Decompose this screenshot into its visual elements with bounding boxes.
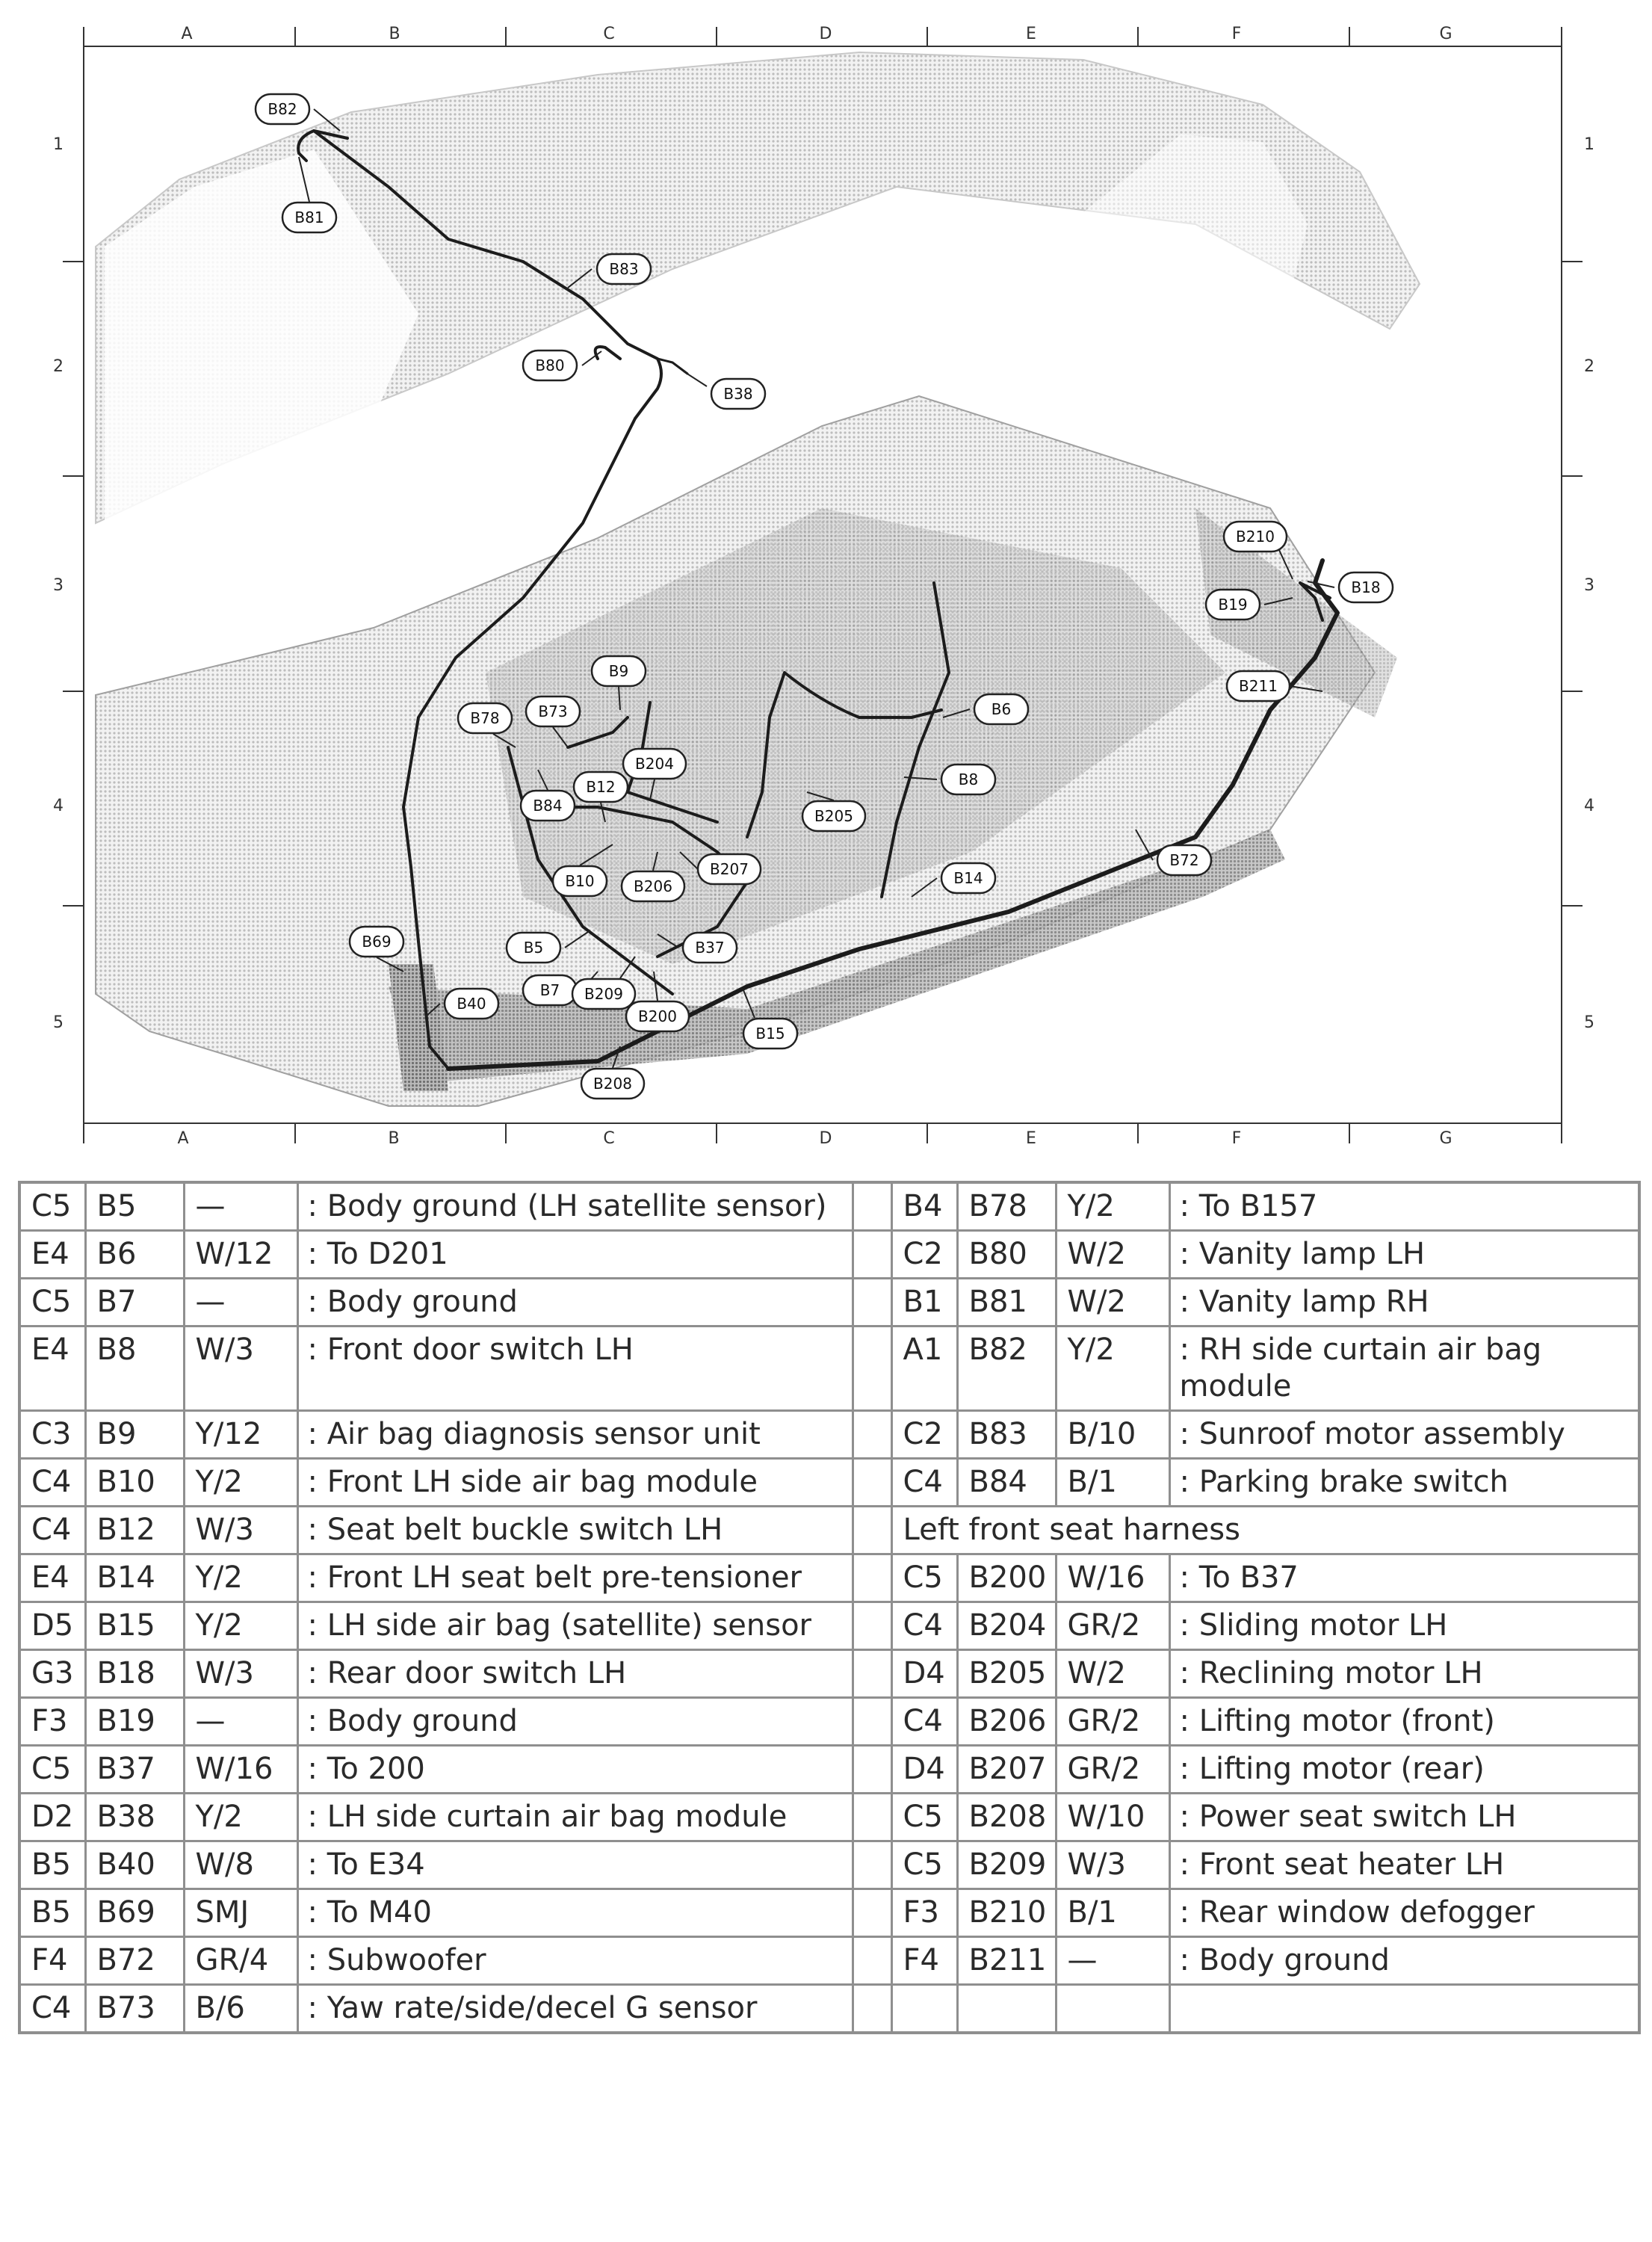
connector-type-cell: B/10 <box>1056 1411 1169 1459</box>
callout-leader <box>684 371 707 386</box>
description-cell <box>1169 1985 1639 2033</box>
callout-label: B69 <box>362 933 392 951</box>
col-label: D <box>819 1129 832 1148</box>
grid-ref-cell: F3 <box>891 1889 957 1937</box>
connector-id-cell: B83 <box>957 1411 1056 1459</box>
description-cell: : Body ground (LH satellite sensor) <box>297 1182 853 1231</box>
description-cell: : Rear door switch LH <box>297 1650 853 1698</box>
connector-id-cell: B78 <box>957 1182 1056 1231</box>
connector-id-cell: B19 <box>85 1698 184 1746</box>
connector-id-cell: B211 <box>957 1937 1056 1985</box>
connector-type-cell: W/10 <box>1056 1794 1169 1841</box>
callout-label: B73 <box>538 702 568 720</box>
connector-type-cell: W/3 <box>1056 1841 1169 1889</box>
connector-id-cell: B209 <box>957 1841 1056 1889</box>
callout-label: B19 <box>1218 596 1248 614</box>
connector-type-cell: W/3 <box>184 1650 297 1698</box>
connector-type-cell: Y/2 <box>184 1459 297 1507</box>
grid-ref-cell: F4 <box>891 1937 957 1985</box>
spacer-cell <box>853 1985 891 2033</box>
col-label: B <box>388 1129 400 1148</box>
connector-id-cell: B208 <box>957 1794 1056 1841</box>
connector-id-cell: B14 <box>85 1554 184 1602</box>
spacer-cell <box>853 1182 891 1231</box>
connector-type-cell <box>1056 1985 1169 2033</box>
grid-ref-cell: E4 <box>19 1231 85 1279</box>
description-cell: : Front door switch LH <box>297 1327 853 1411</box>
col-label: A <box>181 25 193 43</box>
grid-ref-cell: D2 <box>19 1794 85 1841</box>
connector-type-cell: GR/2 <box>1056 1698 1169 1746</box>
description-cell: : Front LH side air bag module <box>297 1459 853 1507</box>
description-cell: : Sunroof motor assembly <box>1169 1411 1639 1459</box>
col-label: E <box>1026 25 1036 43</box>
connector-id-cell: B84 <box>957 1459 1056 1507</box>
connector-type-cell: Y/12 <box>184 1411 297 1459</box>
callout-label: B37 <box>695 939 725 957</box>
col-label: B <box>389 25 400 43</box>
spacer-cell <box>853 1794 891 1841</box>
connector-id-cell: B40 <box>85 1841 184 1889</box>
col-label: A <box>177 1129 189 1148</box>
grid-ref-cell: C4 <box>891 1602 957 1650</box>
callout-label: B205 <box>814 807 853 825</box>
table-row <box>19 1794 1639 1841</box>
column-labels-top <box>181 25 1452 43</box>
table-row <box>19 1507 1639 1554</box>
description-cell: : Lifting motor (front) <box>1169 1698 1639 1746</box>
connector-type-cell: W/12 <box>184 1231 297 1279</box>
connector-type-cell: W/3 <box>184 1507 297 1554</box>
col-label: G <box>1439 1129 1453 1148</box>
connector-id-cell: B200 <box>957 1554 1056 1602</box>
callout-label: B8 <box>958 771 979 788</box>
callout-label: B204 <box>635 755 674 773</box>
description-cell: : To B157 <box>1169 1182 1639 1231</box>
description-cell: : LH side air bag (satellite) sensor <box>297 1602 853 1650</box>
description-cell: : Lifting motor (rear) <box>1169 1746 1639 1794</box>
callout-label: B40 <box>457 995 486 1013</box>
spacer-cell <box>853 1602 891 1650</box>
connector-type-cell: SMJ <box>184 1889 297 1937</box>
callout-label: B207 <box>710 860 749 878</box>
grid-ref-cell: C5 <box>891 1554 957 1602</box>
connector-type-cell: Y/2 <box>184 1794 297 1841</box>
grid-ref-cell: C3 <box>19 1411 85 1459</box>
description-cell: : Body ground <box>297 1698 853 1746</box>
connector-id-cell: B10 <box>85 1459 184 1507</box>
grid-ref-cell: C2 <box>891 1231 957 1279</box>
table-row <box>19 1937 1639 1985</box>
section-heading-cell: Left front seat harness <box>891 1507 1639 1554</box>
callout-label: B211 <box>1239 677 1278 695</box>
grid-ref-cell: C5 <box>891 1794 957 1841</box>
connector-id-cell: B12 <box>85 1507 184 1554</box>
callout-label: B12 <box>586 778 616 796</box>
grid-ref-cell: E4 <box>19 1327 85 1411</box>
callout-label: B9 <box>608 662 629 680</box>
grid-ref-cell: D5 <box>19 1602 85 1650</box>
connector-type-cell: B/6 <box>184 1985 297 2033</box>
grid-ref-cell: C5 <box>19 1279 85 1327</box>
callout-label: B200 <box>638 1007 677 1025</box>
grid-ref-cell: A1 <box>891 1327 957 1411</box>
grid-ref-cell: G3 <box>19 1650 85 1698</box>
description-cell: : Seat belt buckle switch LH <box>297 1507 853 1554</box>
grid-ref-cell: C4 <box>19 1459 85 1507</box>
connector-type-cell: GR/2 <box>1056 1602 1169 1650</box>
connector-id-cell: B5 <box>85 1182 184 1231</box>
spacer-cell <box>853 1841 891 1889</box>
description-cell: : Front seat heater LH <box>1169 1841 1639 1889</box>
grid-ref-cell: B1 <box>891 1279 957 1327</box>
grid-ref-cell: B4 <box>891 1182 957 1231</box>
description-cell: : Body ground <box>1169 1937 1639 1985</box>
row-label: 1 <box>1584 135 1594 154</box>
description-cell: : LH side curtain air bag module <box>297 1794 853 1841</box>
connector-id-cell <box>957 1985 1056 2033</box>
spacer-cell <box>853 1459 891 1507</box>
callout-label: B38 <box>723 385 753 403</box>
connector-type-cell: Y/2 <box>184 1554 297 1602</box>
spacer-cell <box>853 1698 891 1746</box>
callout-label: B7 <box>539 981 560 999</box>
description-cell: : Power seat switch LH <box>1169 1794 1639 1841</box>
grid-ref-cell: D4 <box>891 1650 957 1698</box>
table-row <box>19 1327 1639 1411</box>
description-cell: : Yaw rate/side/decel G sensor <box>297 1985 853 2033</box>
callout-label: B78 <box>470 709 500 727</box>
connector-id-cell: B82 <box>957 1327 1056 1411</box>
column-labels-bottom <box>177 1129 1452 1148</box>
callout-b80 <box>523 350 601 380</box>
connector-type-cell: — <box>184 1182 297 1231</box>
connector-type-cell: W/16 <box>184 1746 297 1794</box>
connector-id-cell: B206 <box>957 1698 1056 1746</box>
callout-label: B80 <box>535 356 565 374</box>
connector-id-cell: B15 <box>85 1602 184 1650</box>
connector-type-cell: W/2 <box>1056 1231 1169 1279</box>
table-row <box>19 1985 1639 2033</box>
col-label: F <box>1231 1129 1242 1148</box>
spacer-cell <box>853 1937 891 1985</box>
col-label: G <box>1439 25 1453 43</box>
description-cell: : Body ground <box>297 1279 853 1327</box>
grid-ref-cell: C5 <box>19 1746 85 1794</box>
connector-id-cell: B69 <box>85 1889 184 1937</box>
row-label: 5 <box>1584 1013 1594 1032</box>
callout-label: B15 <box>755 1025 785 1043</box>
grid-ref-cell: C5 <box>891 1841 957 1889</box>
table-row <box>19 1698 1639 1746</box>
row-label: 4 <box>53 797 64 815</box>
callout-label: B18 <box>1351 578 1381 596</box>
connector-id-cell: B9 <box>85 1411 184 1459</box>
col-label: C <box>603 25 615 43</box>
col-label: C <box>603 1129 615 1148</box>
description-cell: : Vanity lamp RH <box>1169 1279 1639 1327</box>
grid-ref-cell: F3 <box>19 1698 85 1746</box>
table-row <box>19 1889 1639 1937</box>
callout-label: B5 <box>523 939 544 957</box>
spacer-cell <box>853 1327 891 1411</box>
callout-label: B10 <box>565 872 595 890</box>
callout-label: B208 <box>593 1075 632 1093</box>
callout-label: B83 <box>609 260 639 278</box>
spacer-cell <box>853 1231 891 1279</box>
callout-label: B206 <box>634 877 672 895</box>
row-label: 3 <box>53 576 64 595</box>
grid-ref-cell: C4 <box>19 1507 85 1554</box>
connector-type-cell: GR/2 <box>1056 1746 1169 1794</box>
description-cell: : Air bag diagnosis sensor unit <box>297 1411 853 1459</box>
connector-id-cell: B210 <box>957 1889 1056 1937</box>
connector-type-cell: W/2 <box>1056 1279 1169 1327</box>
description-cell: : To D201 <box>297 1231 853 1279</box>
connector-type-cell: — <box>184 1698 297 1746</box>
grid-ref-cell: B5 <box>19 1889 85 1937</box>
callout-b38 <box>684 371 765 409</box>
connector-type-cell: Y/2 <box>184 1602 297 1650</box>
grid-ref-cell: C2 <box>891 1411 957 1459</box>
connector-id-cell: B38 <box>85 1794 184 1841</box>
spacer-cell <box>853 1507 891 1554</box>
table-row <box>19 1746 1639 1794</box>
row-labels-right <box>1584 135 1594 1032</box>
connector-id-cell: B204 <box>957 1602 1056 1650</box>
callout-label: B84 <box>533 797 563 815</box>
table-row <box>19 1411 1639 1459</box>
connector-type-cell: W/8 <box>184 1841 297 1889</box>
row-label: 5 <box>53 1013 64 1032</box>
callout-label: B82 <box>267 100 297 118</box>
table-row <box>19 1459 1639 1507</box>
grid-ref-cell: C5 <box>19 1182 85 1231</box>
table-row <box>19 1602 1639 1650</box>
connector-id-cell: B80 <box>957 1231 1056 1279</box>
table-row <box>19 1554 1639 1602</box>
col-label: E <box>1026 1129 1036 1148</box>
grid-ref-cell: C4 <box>891 1459 957 1507</box>
table-row <box>19 1182 1639 1231</box>
connector-id-cell: B6 <box>85 1231 184 1279</box>
callout-label: B72 <box>1169 851 1199 869</box>
row-label: 2 <box>1584 357 1594 376</box>
row-label: 4 <box>1584 797 1594 815</box>
row-label: 2 <box>53 357 64 376</box>
connector-id-cell: B72 <box>85 1937 184 1985</box>
col-label: D <box>819 25 832 43</box>
description-cell: : RH side curtain air bag module <box>1169 1327 1639 1411</box>
spacer-cell <box>853 1746 891 1794</box>
connector-type-cell: W/2 <box>1056 1650 1169 1698</box>
description-cell: : Vanity lamp LH <box>1169 1231 1639 1279</box>
connector-type-cell: W/3 <box>184 1327 297 1411</box>
connector-type-cell: Y/2 <box>1056 1182 1169 1231</box>
description-cell: : Rear window defogger <box>1169 1889 1639 1937</box>
spacer-cell <box>853 1554 891 1602</box>
connector-type-cell: B/1 <box>1056 1459 1169 1507</box>
connector-type-cell: W/16 <box>1056 1554 1169 1602</box>
description-cell: : Parking brake switch <box>1169 1459 1639 1507</box>
col-label: F <box>1231 25 1242 43</box>
connector-type-cell: Y/2 <box>1056 1327 1169 1411</box>
connector-id-cell: B207 <box>957 1746 1056 1794</box>
description-cell: : To 200 <box>297 1746 853 1794</box>
connector-id-cell: B73 <box>85 1985 184 2033</box>
connector-type-cell: GR/4 <box>184 1937 297 1985</box>
row-label: 1 <box>53 135 64 154</box>
description-cell: : Sliding motor LH <box>1169 1602 1639 1650</box>
description-cell: : Front LH seat belt pre-tensioner <box>297 1554 853 1602</box>
spacer-cell <box>853 1650 891 1698</box>
connector-id-cell: B18 <box>85 1650 184 1698</box>
description-cell: : Subwoofer <box>297 1937 853 1985</box>
callout-label: B81 <box>294 209 324 226</box>
table-row <box>19 1841 1639 1889</box>
connector-type-cell: B/1 <box>1056 1889 1169 1937</box>
connector-type-cell: — <box>1056 1937 1169 1985</box>
spacer-cell <box>853 1411 891 1459</box>
table-row <box>19 1650 1639 1698</box>
grid-ref-cell <box>891 1985 957 2033</box>
spacer-cell <box>853 1279 891 1327</box>
description-cell: : To M40 <box>297 1889 853 1937</box>
callout-label: B6 <box>991 700 1012 718</box>
description-cell: : To E34 <box>297 1841 853 1889</box>
grid-ref-cell: C4 <box>19 1985 85 2033</box>
grid-ref-cell: C4 <box>891 1698 957 1746</box>
callout-label: B209 <box>584 985 623 1003</box>
connector-table <box>18 1181 1641 2034</box>
connector-id-cell: B7 <box>85 1279 184 1327</box>
grid-ref-cell: D4 <box>891 1746 957 1794</box>
table-row <box>19 1231 1639 1279</box>
table-row <box>19 1279 1639 1327</box>
callout-label: B14 <box>953 869 983 887</box>
row-label: 3 <box>1584 576 1594 595</box>
spacer-cell <box>853 1889 891 1937</box>
connector-id-cell: B81 <box>957 1279 1056 1327</box>
connector-id-cell: B37 <box>85 1746 184 1794</box>
connector-id-cell: B205 <box>957 1650 1056 1698</box>
connector-id-cell: B8 <box>85 1327 184 1411</box>
description-cell: : Reclining motor LH <box>1169 1650 1639 1698</box>
grid-ref-cell: F4 <box>19 1937 85 1985</box>
callout-label: B210 <box>1236 528 1275 546</box>
grid-ref-cell: B5 <box>19 1841 85 1889</box>
grid-ref-cell: E4 <box>19 1554 85 1602</box>
row-labels-left <box>53 135 64 1032</box>
description-cell: : To B37 <box>1169 1554 1639 1602</box>
connector-type-cell: — <box>184 1279 297 1327</box>
